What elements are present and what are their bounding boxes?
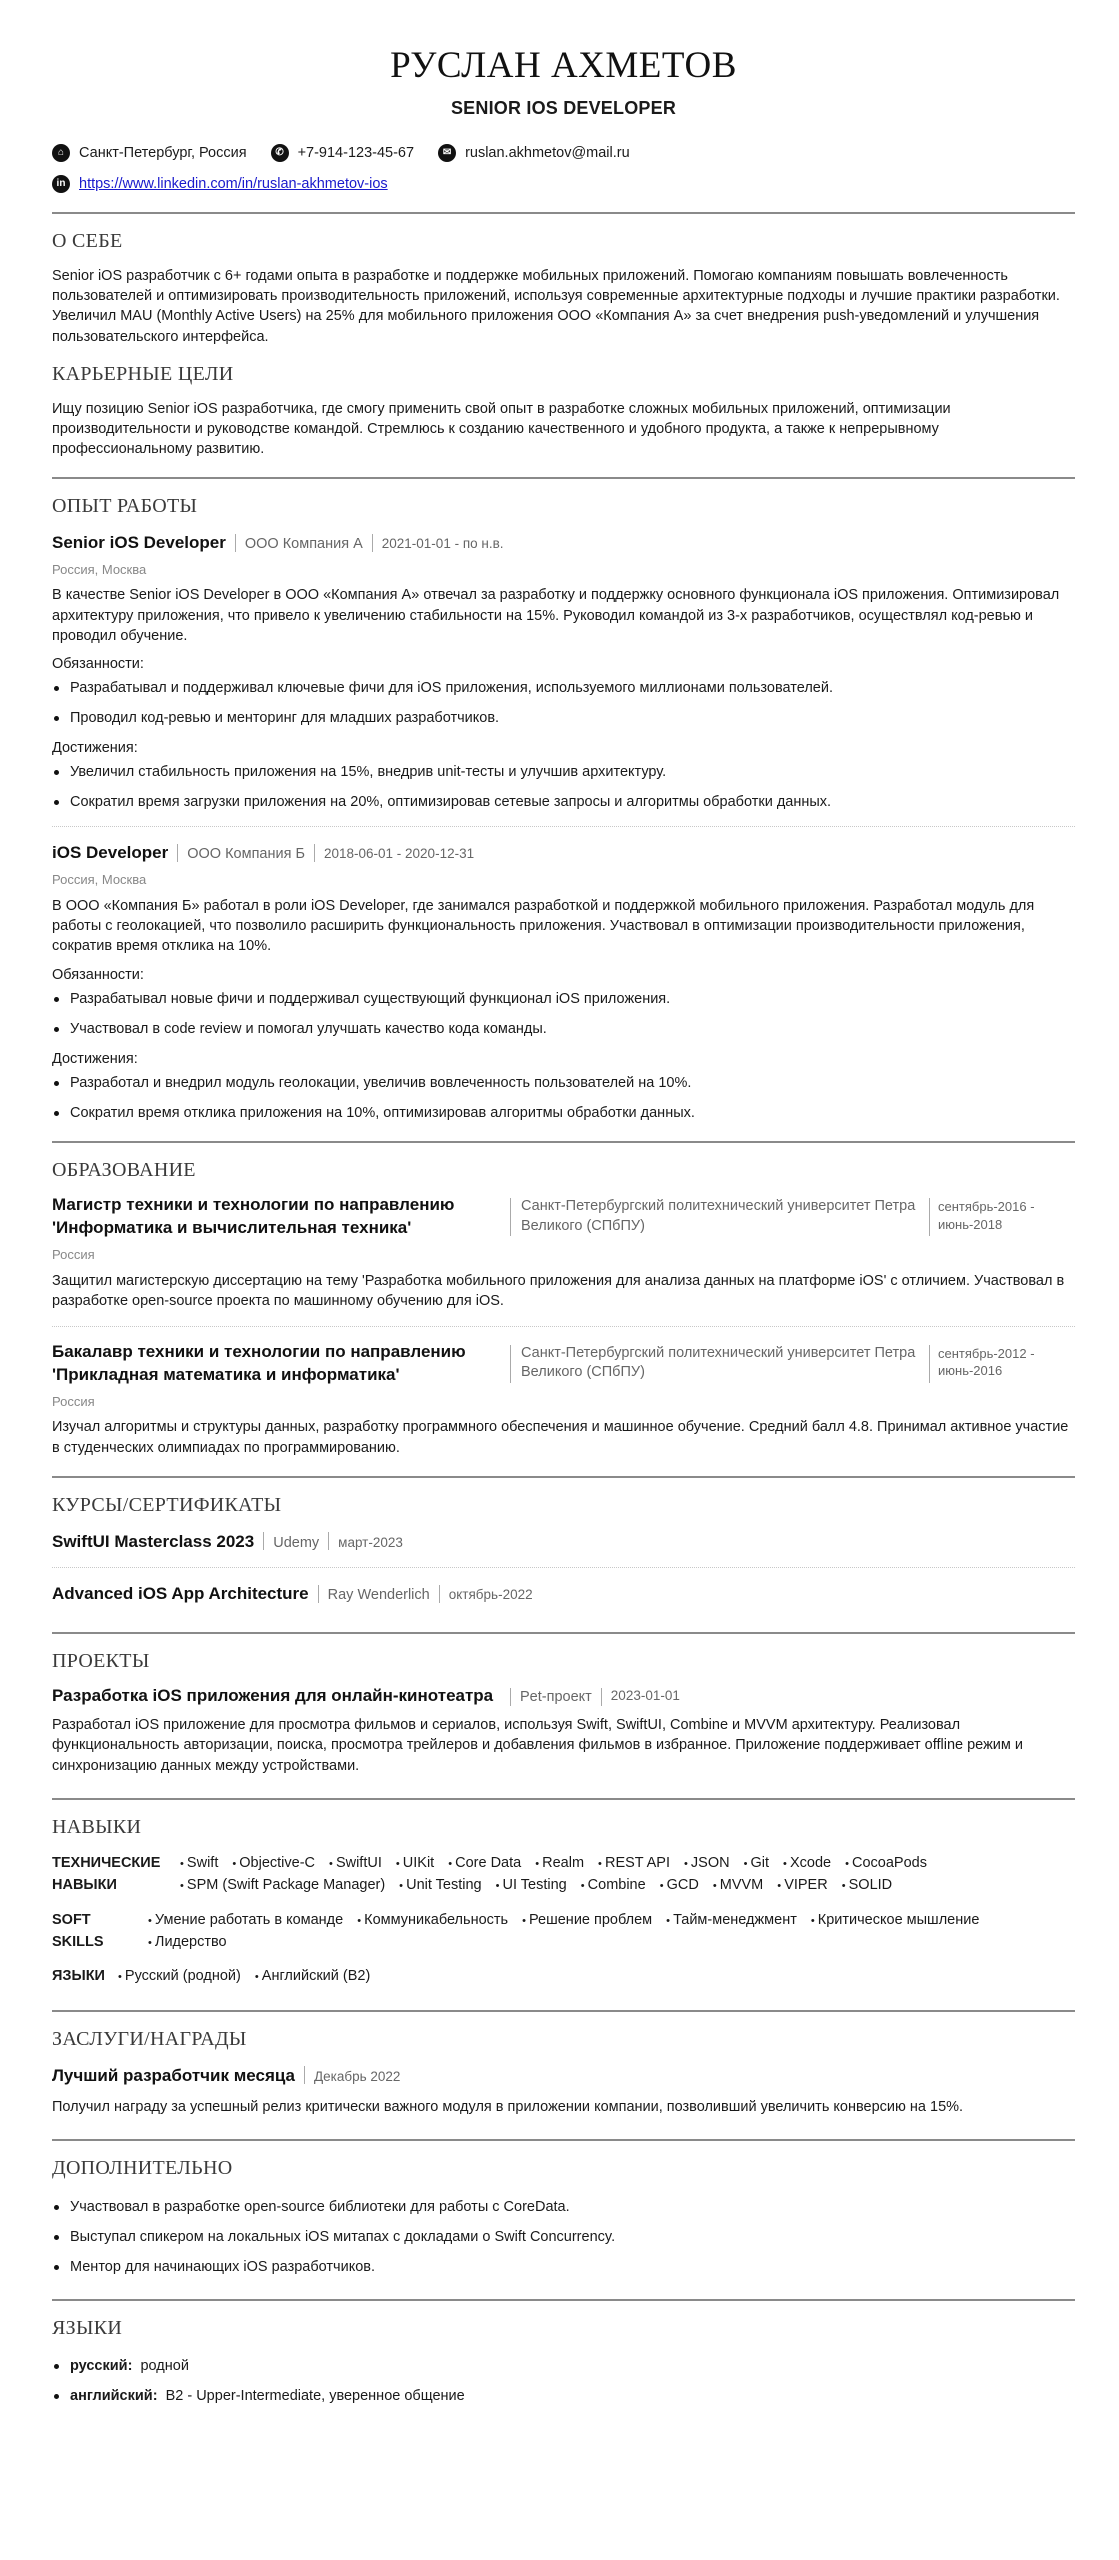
language-level: B2 - Upper-Intermediate, уверенное общение: [165, 2388, 465, 2405]
skill-item: • SPM (Swift Package Manager): [180, 1874, 385, 1896]
job-company: ООО Компания А: [244, 536, 363, 553]
project-header: [52, 1685, 1075, 1708]
skill-category: SOFT SKILLS: [52, 1911, 104, 1950]
skill-list: [148, 1909, 1075, 1954]
list-item: Разрабатывал и поддерживал ключевые фичи для iOS приложения, используемого миллионами пользователей.: [52, 678, 1075, 698]
list-item: Ментор для начинающих iOS разработчиков.: [52, 2257, 1075, 2277]
skill-category: ЯЗЫКИ: [52, 1968, 105, 1985]
duties-label: Обязанности:: [52, 966, 144, 983]
duties-list: [52, 678, 1075, 728]
job-header: [52, 841, 1075, 864]
duties-label: Обязанности:: [52, 656, 144, 673]
achievements-list: [52, 762, 1075, 812]
section-title: ОБРАЗОВАНИЕ: [52, 1158, 196, 1181]
section-divider: [52, 2139, 1075, 2141]
skill-item: • Английский (B2): [255, 1965, 370, 1987]
separator: [328, 1532, 329, 1550]
section-skills: [52, 1814, 1075, 1988]
education-dates: сентябрь-2016 - июнь-2018: [938, 1199, 1035, 1232]
about-text: Senior iOS разработчик с 6+ годами опыта в разработке и поддержке мобильных приложений. Помогаю компаниям повышать вовлеченность пользователей и оптимизировать производительность приложений, используя современные архитектурные подходы и лучшие практики разработки. Увеличил MAU (Monthly Active Users) на 25% для мобильного приложения ООО «Компания А» за счет внедрения push-уведомлений и улучшения пользовательского интерфейса.: [52, 267, 1060, 345]
list-item: Сократил время отклика приложения на 10%, оптимизировав алгоритмы обработки данных.: [52, 1103, 1075, 1123]
skill-item: • Core Data: [448, 1852, 521, 1874]
skill-item: • SwiftUI: [329, 1852, 382, 1874]
languages-list: [52, 2356, 1075, 2406]
project-type: Pet-проект: [520, 1688, 592, 1705]
job-role: Senior iOS Developer: [52, 533, 226, 553]
section-additional: [52, 2155, 1075, 2277]
project-description: Разработал iOS приложение для просмотра фильмов и сериалов, используя Swift, SwiftUI, Combine и MVVM архитектуру. Реализовал функциональность авторизации, поиска, просмотра трейлеров и добавления фильмов в избранное. Приложение поддерживает offline режим и синхронизацию данных между устройствами.: [52, 1717, 1023, 1774]
skill-list: [180, 1852, 1075, 1897]
contact-phone[interactable]: [271, 143, 415, 163]
language-name: русский:: [70, 2358, 133, 2375]
section-title: ПРОЕКТЫ: [52, 1649, 150, 1672]
skill-item: • Unit Testing: [399, 1874, 481, 1896]
section-divider: [52, 1798, 1075, 1800]
section-title: ДОПОЛНИТЕЛЬНО: [52, 2157, 233, 2180]
list-item: Участвовал в code review и помогал улучшать качество кода команды.: [52, 1019, 1075, 1039]
separator: [235, 534, 236, 552]
separator: [318, 1585, 319, 1603]
education-description: Изучал алгоритмы и структуры данных, разработку программного обеспечения и машинное обучение. Средний балл 4.8. Принимал активное участие в студенческих олимпиадах по программированию.: [52, 1419, 1069, 1456]
degree: Магистр техники и технологии по направлению 'Информатика и вычислительная техника': [52, 1195, 455, 1238]
skill-item: • VIPER: [777, 1874, 827, 1896]
section-title: ЯЗЫКИ: [52, 2316, 123, 2339]
section-awards: [52, 2026, 1075, 2117]
award-date: Декабрь 2022: [314, 2068, 401, 2084]
course-date: март-2023: [338, 1534, 403, 1550]
course-provider: Udemy: [273, 1534, 320, 1551]
section-languages: [52, 2315, 1075, 2407]
duties-list: [52, 989, 1075, 1039]
award-description: Получил награду за успешный релиз критически важного модуля в приложении компании, позволивший увеличить конверсию на 15%.: [52, 2098, 964, 2115]
course-name: Advanced iOS App Architecture: [52, 1584, 309, 1604]
section-title: ОПЫТ РАБОТЫ: [52, 495, 198, 518]
candidate-title: SENIOR IOS DEVELOPER: [450, 98, 677, 119]
separator: [263, 1532, 264, 1550]
skill-list: [118, 1965, 384, 1987]
course-date: октябрь-2022: [448, 1587, 533, 1603]
job-entry: [52, 531, 1075, 812]
section-title: КУРСЫ/СЕРТИФИКАТЫ: [52, 1494, 282, 1517]
skill-item: • UIKit: [396, 1852, 434, 1874]
entry-divider: [52, 1567, 1075, 1568]
education-entry: [52, 1341, 1075, 1458]
education-location: Россия: [52, 1393, 95, 1409]
section-projects: [52, 1648, 1075, 1776]
linkedin-link[interactable]: https://www.linkedin.com/in/ruslan-akhmetov-ios: [79, 176, 388, 193]
contact-location: [52, 143, 247, 163]
degree: Бакалавр техники и технологии по направлению 'Прикладная математика и информатика': [52, 1341, 466, 1384]
resume-header: [52, 44, 1075, 121]
award-name: Лучший разработчик месяца: [52, 2065, 296, 2085]
education-header: [52, 1341, 1075, 1387]
job-dates: 2018-06-01 - 2020-12-31: [323, 846, 475, 862]
separator: [304, 2066, 305, 2084]
skill-item: • Решение проблем: [522, 1909, 652, 1931]
skill-item: • GCD: [660, 1874, 699, 1896]
award-header: [52, 2064, 1075, 2087]
skill-group: [52, 1852, 1075, 1897]
list-item: Выступал спикером на локальных iOS митапах с докладами о Swift Concurrency.: [52, 2227, 1075, 2247]
contact-linkedin[interactable]: [52, 174, 388, 194]
additional-list: [52, 2197, 1075, 2277]
skill-item: • Realm: [535, 1852, 584, 1874]
skill-item: • Xcode: [783, 1852, 831, 1874]
list-item: Сократил время загрузки приложения на 20%, оптимизировав сетевые запросы и алгоритмы обработки данных.: [52, 792, 1075, 812]
job-description: В ООО «Компания Б» работал в роли iOS Developer, где занимался разработкой и поддержкой мобильного приложения. Разработал модуль для работы с геолокацией, что позволило расширить функциональность приложения. Участвовал в оптимизации производительности приложения, сократив время отклика на 10%.: [52, 897, 1035, 955]
project-meta: [510, 1687, 1075, 1707]
university: Санкт-Петербургский политехнический университет Петра Великого (СПбПУ): [521, 1344, 916, 1381]
list-item: Разрабатывал новые фичи и поддерживал существующий функционал iOS приложения.: [52, 989, 1075, 1009]
section-career-goals: [52, 361, 1075, 459]
section-courses: [52, 1492, 1075, 1606]
skill-item: • SOLID: [842, 1874, 892, 1896]
section-title: КАРЬЕРНЫЕ ЦЕЛИ: [52, 363, 234, 385]
university: Санкт-Петербургский политехнический университет Петра Великого (СПбПУ): [521, 1198, 916, 1234]
section-divider: [52, 212, 1075, 214]
section-about: [52, 228, 1075, 347]
email-text[interactable]: ruslan.akhmetov@mail.ru: [465, 145, 630, 162]
separator: [177, 844, 178, 862]
contacts: [52, 143, 1075, 194]
section-divider: [52, 2010, 1075, 2012]
list-item: Проводил код-ревью и менторинг для младших разработчиков.: [52, 708, 1075, 728]
project-date: 2023-01-01: [610, 1688, 680, 1704]
skill-item: • REST API: [598, 1852, 670, 1874]
skill-item: • CocoaPods: [845, 1852, 927, 1874]
achievements-list: [52, 1073, 1075, 1123]
phone-icon: ✆: [271, 144, 289, 162]
education-dates: сентябрь-2012 - июнь-2016: [938, 1345, 1035, 1379]
job-location: Россия, Москва: [52, 561, 147, 577]
entry-divider: [52, 1326, 1075, 1327]
course-entry: [52, 1582, 1075, 1605]
language-item: [52, 2356, 1075, 2376]
job-entry: [52, 841, 1075, 1122]
section-divider: [52, 1141, 1075, 1143]
contact-email[interactable]: [438, 143, 630, 163]
linkedin-icon: in: [52, 175, 70, 193]
language-item: [52, 2386, 1075, 2406]
home-icon: ⌂: [52, 144, 70, 162]
skill-item: • Swift: [180, 1852, 218, 1874]
section-divider: [52, 477, 1075, 479]
mail-icon: ✉: [438, 144, 456, 162]
skill-item: • Тайм-менеджмент: [666, 1909, 797, 1931]
list-item: Участвовал в разработке open-source библиотеки для работы с CoreData.: [52, 2197, 1075, 2217]
skill-item: • Git: [744, 1852, 769, 1874]
job-description: В качестве Senior iOS Developer в ООО «Компания А» отвечал за разработку и поддержку основного функционала iOS приложения. Оптимизировал архитектуру приложения, что привело к увеличению стабильности на 15%. Руководил командой из 3-х разработчиков, осуществлял код-ревью и проводил обучение.: [52, 587, 1060, 645]
section-divider: [52, 2299, 1075, 2301]
candidate-name: РУСЛАН АХМЕТОВ: [390, 45, 737, 86]
language-level: родной: [140, 2358, 189, 2375]
skill-item: • Лидерство: [148, 1931, 227, 1953]
job-company: ООО Компания Б: [187, 846, 305, 863]
achievements-label: Достижения:: [52, 1050, 138, 1067]
skill-item: • UI Testing: [496, 1874, 567, 1896]
education-description: Защитил магистерскую диссертацию на тему 'Разработка мобильного приложения для анализа данных на платформе iOS' с отличием. Участвовал в разработке open-source проекта по машинному обучению для iOS.: [52, 1273, 1065, 1310]
job-role: iOS Developer: [52, 843, 169, 863]
separator: [601, 1688, 602, 1706]
section-divider: [52, 1476, 1075, 1478]
skill-item: • Коммуникабельность: [357, 1909, 508, 1931]
skill-item: • JSON: [684, 1852, 730, 1874]
section-title: О СЕБЕ: [52, 230, 123, 253]
list-item: Увеличил стабильность приложения на 15%, внедрив unit-тесты и улучшив архитектуру.: [52, 762, 1075, 782]
separator: [439, 1585, 440, 1603]
job-location: Россия, Москва: [52, 871, 147, 887]
phone-text[interactable]: +7-914-123-45-67: [297, 145, 415, 162]
job-header: [52, 531, 1075, 554]
list-item: Разработал и внедрил модуль геолокации, увеличив вовлеченность пользователей на 10%.: [52, 1073, 1075, 1093]
section-title: ЗАСЛУГИ/НАГРАДЫ: [52, 2027, 247, 2050]
education-header: [52, 1194, 1075, 1240]
education-location: Россия: [52, 1247, 95, 1263]
separator: [372, 534, 373, 552]
separator: [510, 1688, 511, 1706]
skills-groups: [52, 1852, 1075, 1988]
separator: [314, 844, 315, 862]
skill-category: ТЕХНИЧЕСКИЕ НАВЫКИ: [52, 1854, 161, 1894]
section-education: [52, 1157, 1075, 1458]
section-title: НАВЫКИ: [52, 1815, 142, 1838]
skill-item: • Objective-C: [232, 1852, 315, 1874]
job-dates: 2021-01-01 - по н.в.: [381, 536, 504, 552]
skill-group: [52, 1909, 1075, 1954]
skill-item: • Combine: [581, 1874, 646, 1896]
contact-row: [52, 174, 1075, 194]
language-name: английский:: [70, 2388, 158, 2405]
course-provider: Ray Wenderlich: [327, 1587, 430, 1604]
course-entry: [52, 1530, 1075, 1553]
skill-item: • Русский (родной): [118, 1965, 241, 1987]
skill-item: • Умение работать в команде: [148, 1909, 343, 1931]
section-divider: [52, 1632, 1075, 1634]
entry-divider: [52, 826, 1075, 827]
location-text: Санкт-Петербург, Россия: [79, 145, 247, 162]
contact-row: [52, 143, 1075, 163]
section-experience: [52, 493, 1075, 1122]
skill-item: • Критическое мышление: [811, 1909, 980, 1931]
project-name: Разработка iOS приложения для онлайн-кинотеатра: [52, 1686, 494, 1706]
skill-group: [52, 1965, 1075, 1987]
education-entry: [52, 1194, 1075, 1311]
goals-text: Ищу позицию Senior iOS разработчика, где смогу применить свой опыт в разработке сложных мобильных приложений, оптимизации производительности и руководстве командой. Стремлюсь к созданию качественного и удобного продукта, а также к непрерывному профессиональному развитию.: [52, 400, 951, 458]
skill-item: • MVVM: [713, 1874, 763, 1896]
achievements-label: Достижения:: [52, 740, 138, 757]
course-name: SwiftUI Masterclass 2023: [52, 1531, 255, 1551]
